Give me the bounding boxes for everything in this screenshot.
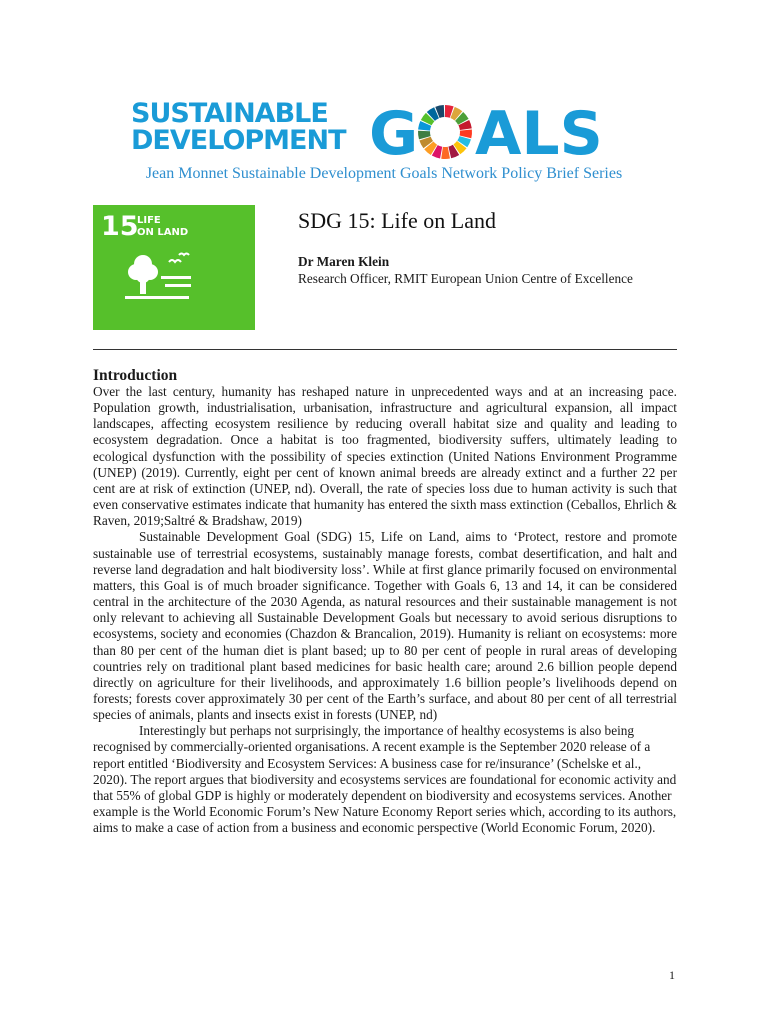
logo-line-development: DEVELOPMENT xyxy=(131,125,346,156)
logo-wordmark xyxy=(131,100,367,154)
paragraph-3: Interestingly but perhaps not surprisingly, the importance of healthy ecosystems is also being recognised by commercially-oriented organisations. A recent example is the September 2020 release of a report entitled ‘Biodiversity and Ecosystem Services: A business case for re/insurance’ (Schelske et al., 2020). The report argues that biodiversity and ecosystems services are foundational for economic activity and that 55% of global GDP is highly or moderately dependent on biodiversity and ecosystems services. Another example is the World Economic Forum’s New Nature Economy Report series which, according to its authors, aims to make a case of action from a business and economic perspective (World Economic Forum, 2020). xyxy=(93,723,677,836)
badge-label xyxy=(137,215,188,239)
policy-brief-series: Jean Monnet Sustainable Development Goals Network Policy Brief Series xyxy=(145,165,623,182)
sdg-color-wheel-icon xyxy=(418,105,472,159)
logo-g-letter: G xyxy=(369,102,419,160)
badge-label-line1: LIFE xyxy=(137,215,161,226)
wheel-segment xyxy=(441,147,450,159)
page-number: 1 xyxy=(669,968,675,982)
section-heading-introduction: Introduction xyxy=(93,367,178,384)
sdg-15-badge xyxy=(93,205,255,330)
paragraph-1: Over the last century, humanity has reshaped nature in unprecedented ways and at an increasing pace. Population growth, industrialisation, urbanisation, infrastructure and agricultural expansion, all impact landscapes, affecting ecosystem resilience by reducing overall habitat size and quality and leading to ecosystem degradation. Once a habitat is too fragmented, biodiversity suffers, ultimately leading to ecological dysfunction with the possibility of species extinction (United Nations Environment Programme (UNEP) (2019). Currently, eight per cent of known animal breeds are already extinct and a further 22 per cent are at risk of extinction (UNEP, nd). Overall, the rate of species loss due to human activity is such that even conservative estimates indicate that humanity has entered the sixth mass extinction (Ceballos, Ehrlich & Raven, 2019;Saltré & Bradshaw, 2019) xyxy=(93,384,677,529)
badge-number: 15 xyxy=(101,211,139,242)
goals-wheel-logo-icon xyxy=(369,102,637,160)
logo-als-letters: ALS xyxy=(475,102,603,160)
paragraph-2: Sustainable Development Goal (SDG) 15, Life on Land, aims to ‘Protect, restore and promote sustainable use of terrestrial ecosystems, sustainably manage forests, combat desertification, and halt and reverse land degradation and halt biodiversity loss’. While at first glance primarily focused on environmental matters, this Goal is of much broader significance. Together with Goals 6, 13 and 14, it can be considered central in the architecture of the 2030 Agenda, as natural resources and their sustainable management is not only relevant to achieving all Sustainable Development Goals but necessary to avoid serious disruptions to ecosystems, society and economies (Chazdon & Brancalion, 2019). Humanity is reliant on ecosystems: more than 80 per cent of the human diet is plant based; up to 80 per cent of people in rural areas of developing countries rely on traditional plant based medicines for basic health care; around 2.6 billion people depend directly on agriculture for their livelihoods, and approximately 1.6 billion people’s livelihoods depend on forests; forests cover approximately 30 per cent of the Earth’s surface, and about 80 per cent of all terrestrial species of animals, plants and insects exist in forests (UNEP, nd) xyxy=(93,529,677,723)
author-affiliation: Research Officer, RMIT European Union Centre of Excellence xyxy=(298,271,633,286)
header-divider xyxy=(93,349,677,350)
sdg-logo xyxy=(131,100,637,162)
introduction-body xyxy=(93,384,677,836)
brief-title: SDG 15: Life on Land xyxy=(298,208,496,233)
badge-label-line2: ON LAND xyxy=(137,227,189,238)
logo-goals xyxy=(369,102,637,158)
logo-line-sustainable: SUSTAINABLE xyxy=(131,98,328,129)
tree-and-birds-icon xyxy=(125,250,205,310)
author-name: Dr Maren Klein xyxy=(298,254,390,269)
